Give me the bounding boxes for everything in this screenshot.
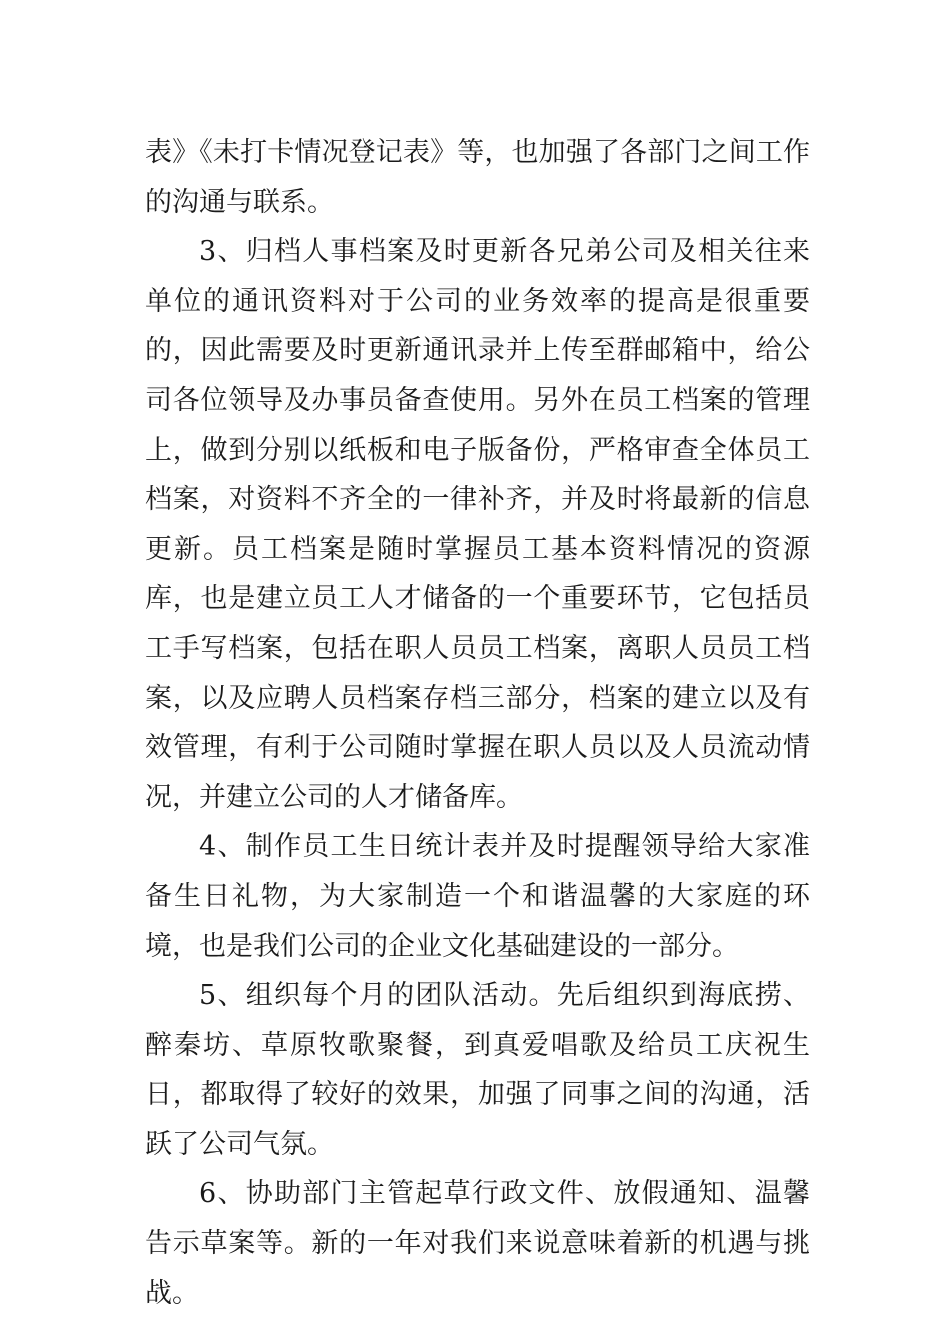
paragraph-item-3: 3、归档人事档案及时更新各兄弟公司及相关往来单位的通讯资料对于公司的业务效率的提高是很重要的，因此需要及时更新通讯录并上传至群邮箱中，给公司各位领导及办事员备查使用。另外在员工档案的管理上，做到分别以纸板和电子版备份，严格审查全体员工档案，对资料不齐全的一律补齐，并及时将最新的信息更新。员工档案是随时掌握员工基本资料情况的资源库，也是建立员工人才储备的一个重要环节，它包括员工手写档案，包括在职人员员工档案，离职人员员工档案，以及应聘人员档案存档三部分，档案的建立以及有效管理，有利于公司随时掌握在职人员以及人员流动情况，并建立公司的人才储备库。	[145, 236, 810, 813]
paragraph-item-4: 4、制作员工生日统计表并及时提醒领导给大家准备生日礼物，为大家制造一个和谐温馨的大家庭的环境，也是我们公司的企业文化基础建设的一部分。	[145, 831, 810, 962]
paragraph-item-6: 6、协助部门主管起草行政文件、放假通知、温馨告示草案等。新的一年对我们来说意味着新的机遇与挑战。	[145, 1178, 810, 1309]
paragraph-continuation: 表》《未打卡情况登记表》等，也加强了各部门之间工作的沟通与联系。	[145, 137, 810, 218]
paragraph-item-5: 5、组织每个月的团队活动。先后组织到海底捞、醉秦坊、草原牧歌聚餐，到真爱唱歌及给员工庆祝生日，都取得了较好的效果，加强了同事之间的沟通，活跃了公司气氛。	[145, 980, 810, 1160]
document-body	[145, 128, 810, 1318]
